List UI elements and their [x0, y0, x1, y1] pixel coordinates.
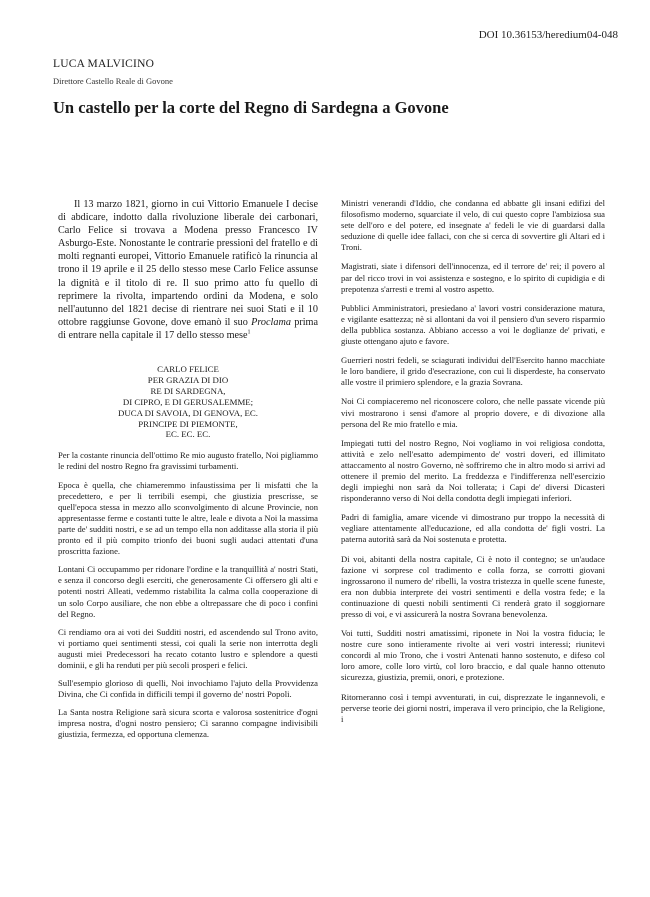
- header-line: CARLO FELICE: [157, 364, 219, 375]
- right-column: [341, 198, 605, 733]
- decree-paragraph: Voi tutti, Sudditi nostri amatissimi, riponete in Noi la vostra fiducia; le nostre cure sono intieramente rivolte ai veri vostri interessi; riunitevi concordi al mio Trono, che i vostri Antenati hanno sostenuto, e difeso col loro amore, colle loro virtù, col loro braccio, e dal quale hanno ottenuto sicurezza, giustizia, premii, onori, e protezione.: [341, 628, 605, 683]
- decree-paragraph: Epoca è quella, che chiameremmo infaustissima per li misfatti che la precedettero, e per li terribili esempi, che giustizia prescrisse, se quell'epoca stessa in mezzo allo sconvolgimento di alcune Provincie, non appresentasse ferme e costanti tutte le altre, leale e divota a Noi la massima parte de' sudditi nostri, e se ad un tempo ella non additasse alla storia il più pronto ed il più compito trionfo dei buoni sugli audaci attentati d'una proscritta fazione.: [58, 479, 318, 557]
- decree-paragraph: Ritorneranno così i tempi avventurati, in cui, disprezzate le ingannevoli, e perverse teorie dei giorni nostri, imperava il vero principio, che la Religione, i: [341, 691, 605, 724]
- decree-paragraph: Sull'esempio glorioso di quelli, Noi invochiamo l'ajuto della Provvidenza Divina, che Ci confida in difficili tempi il governo de' nostri Popoli.: [58, 678, 318, 700]
- decree-paragraph: Ci rendiamo ora ai voti dei Sudditi nostri, ed ascendendo sul Trono avito, vi portiamo quei sentimenti stessi, coi quali la serie non interrotta degli augusti miei Predecessori ha recato cotanto lustro e splendore a questi dominii, e gli ha renduti per più secoli prosperi e felici.: [58, 626, 318, 670]
- header-line: PER GRAZIA DI DIO: [147, 374, 229, 385]
- doi-label: DOI 10.36153/heredium04-048: [478, 29, 618, 41]
- article-title: Un castello per la corte del Regno di Sardegna a Govone: [53, 98, 449, 117]
- intro-paragraph: Il 13 marzo 1821, giorno in cui Vittorio Emanuele I decise di abdicare, indotto dalla rivoluzione liberale dei carbonari, Carlo Felice si trovava a Modena presso Francesco IV Asburgo-Este. Nonostante le contrarie pressioni del fratello e di molti regnanti europei, Vittorio Emanuele ratificò la rinuncia al trono il 19 aprile e il 25 dello stesso mese Carlo Felice assunse la dignità e il titolo di re. Il suo primo atto fu quello di reprimere la rivolta, impartendo ordini da Modena, e solo nell'autunno del 1821 decise di rientrare nei suoi Stati e il 10 ottobre raggiunse Govone, dove emanò il suo Proclama prima di entrare nella capitale il 17 dello stesso mese$^1$: [58, 199, 318, 341]
- header-line: DI CIPRO, E DI GERUSALEMME;: [122, 396, 254, 407]
- header-line: DUCA DI SAVOIA, DI GENOVA, EC.: [118, 407, 258, 418]
- author-affiliation: Direttore Castello Reale di Govone: [53, 76, 173, 86]
- left-column: [58, 198, 318, 748]
- decree-paragraph: Padri di famiglia, amare vicende vi dimostrano pur troppo la necessità di vegliare attentamente all'educazione, ed alla condotta de' figli vostri. La paterna autorità sarà da Noi sostenuta e protetta.: [341, 512, 605, 545]
- decree-paragraph: Lontani Ci occupammo per ridonare l'ordine e la tranquillità a' nostri Stati, e senza il concorso degli eserciti, che generosamente Ci offersero gli alti e potenti nostri Alleati, vedemmo ristabilita la calma colla cooperazione di un solo Corpo ausiliare, che non ebbe a oltrepassare che di poco i confini del Regno.: [58, 564, 318, 619]
- footnote-marker: 1: [247, 329, 251, 336]
- decree-paragraph: Di voi, abitanti della nostra capitale, Ci è noto il contegno; se un'audace fazione vi sorprese col tradimento e colla forza, se corrotti giovani ingrossarono il numero de' ribelli, la vostra tristezza in quelle scene funeste, era non dubbia interprete dei vostri sentimenti e della vostra fede; e la continuazione di questi nobili sentimenti Ci renderà grato il soggiornare presso di voi, e vi assicurerà la nostra Sovrana benevolenza.: [341, 553, 605, 619]
- decree-paragraph: Per la costante rinuncia dell'ottimo Re mio augusto fratello, Noi pigliammo le redini del nostro Regno fra gravissimi turbamenti.: [58, 450, 318, 472]
- decree-paragraph: Impiegati tutti del nostro Regno, Noi vogliamo in voi religiosa condotta, attività e zelo nell'esatto adempimento de' vostri doveri, ed illimitato attaccamento al nostro Governo, nè soffriremo che in altro modo si arrivi ad ottenere il premio del merito. La freddezza e l'indifferenza nell'esercizio degli impieghi non sarà da Noi tollerata; i Capi de' diversi Dicasteri risponderanno verso di Noi della condotta degli impiegati inferiori.: [341, 437, 605, 504]
- header-line: EC. EC. EC.: [165, 429, 211, 440]
- decree-paragraph: Pubblici Amministratori, presiedano a' lavori vostri considerazione matura, e vigilante esattezza; nè si allontani da voi il pensiero d'un severo risparmio della pubblica sostanza. Abbiano accesso a voi le doglianze de' privati, e giuste ottengano ajuto e favore.: [341, 302, 605, 347]
- decree-left: [58, 450, 318, 740]
- author-name: LUCA MALVICINO: [53, 58, 155, 70]
- decree-paragraph: La Santa nostra Religione sarà sicura scorta e valorosa sostenitrice d'ogni impresa nostra, d'ogni nostro pensiero; Ci saranno compagne indivisibili giustizia, fermezza, ed opportuna clemenza.: [58, 707, 318, 740]
- decree-paragraph: Noi Ci compiaceremo nel riconoscere coloro, che nelle passate vicende più vivi mostrarono i sensi d'amore al proprio dovere, e di divozione alla persona del Re mio fratello e mia.: [341, 396, 605, 429]
- decree-paragraph: Guerrieri nostri fedeli, se sciagurati individui dell'Esercito hanno macchiate le loro bandiere, il grido d'esecrazione, con cui li disperdeste, ha conservato alle vostre il primiero splendore, e la grazia Sovrana.: [341, 355, 605, 388]
- decree-paragraph: Magistrati, siate i difensori dell'innocenza, ed il terrore de' rei; il povero al par del ricco trovi in voi assistenza e sostegno, e lo spirito di cupidigia e di prepotenza s'arresti e tremi al vostro aspetto.: [341, 261, 605, 294]
- header-line: RE DI SARDEGNA,: [150, 385, 226, 396]
- header-line: PRINCIPE DI PIEMONTE,: [138, 418, 238, 429]
- decree-paragraph: Ministri venerandi d'Iddio, che condanna ed abbatte gli insani edifizi del filosofismo moderno, squarciate il velo, di cui questo copre l'ambiziosa sua sete dell'oro e del potere, ed insegnate a' fedeli le vie di guardarsi dalla seduzione di quelle idee fallaci, con che si cerca di sovvertire gli Altari ed i Troni.: [341, 198, 605, 253]
- proclamation-header: [58, 364, 318, 440]
